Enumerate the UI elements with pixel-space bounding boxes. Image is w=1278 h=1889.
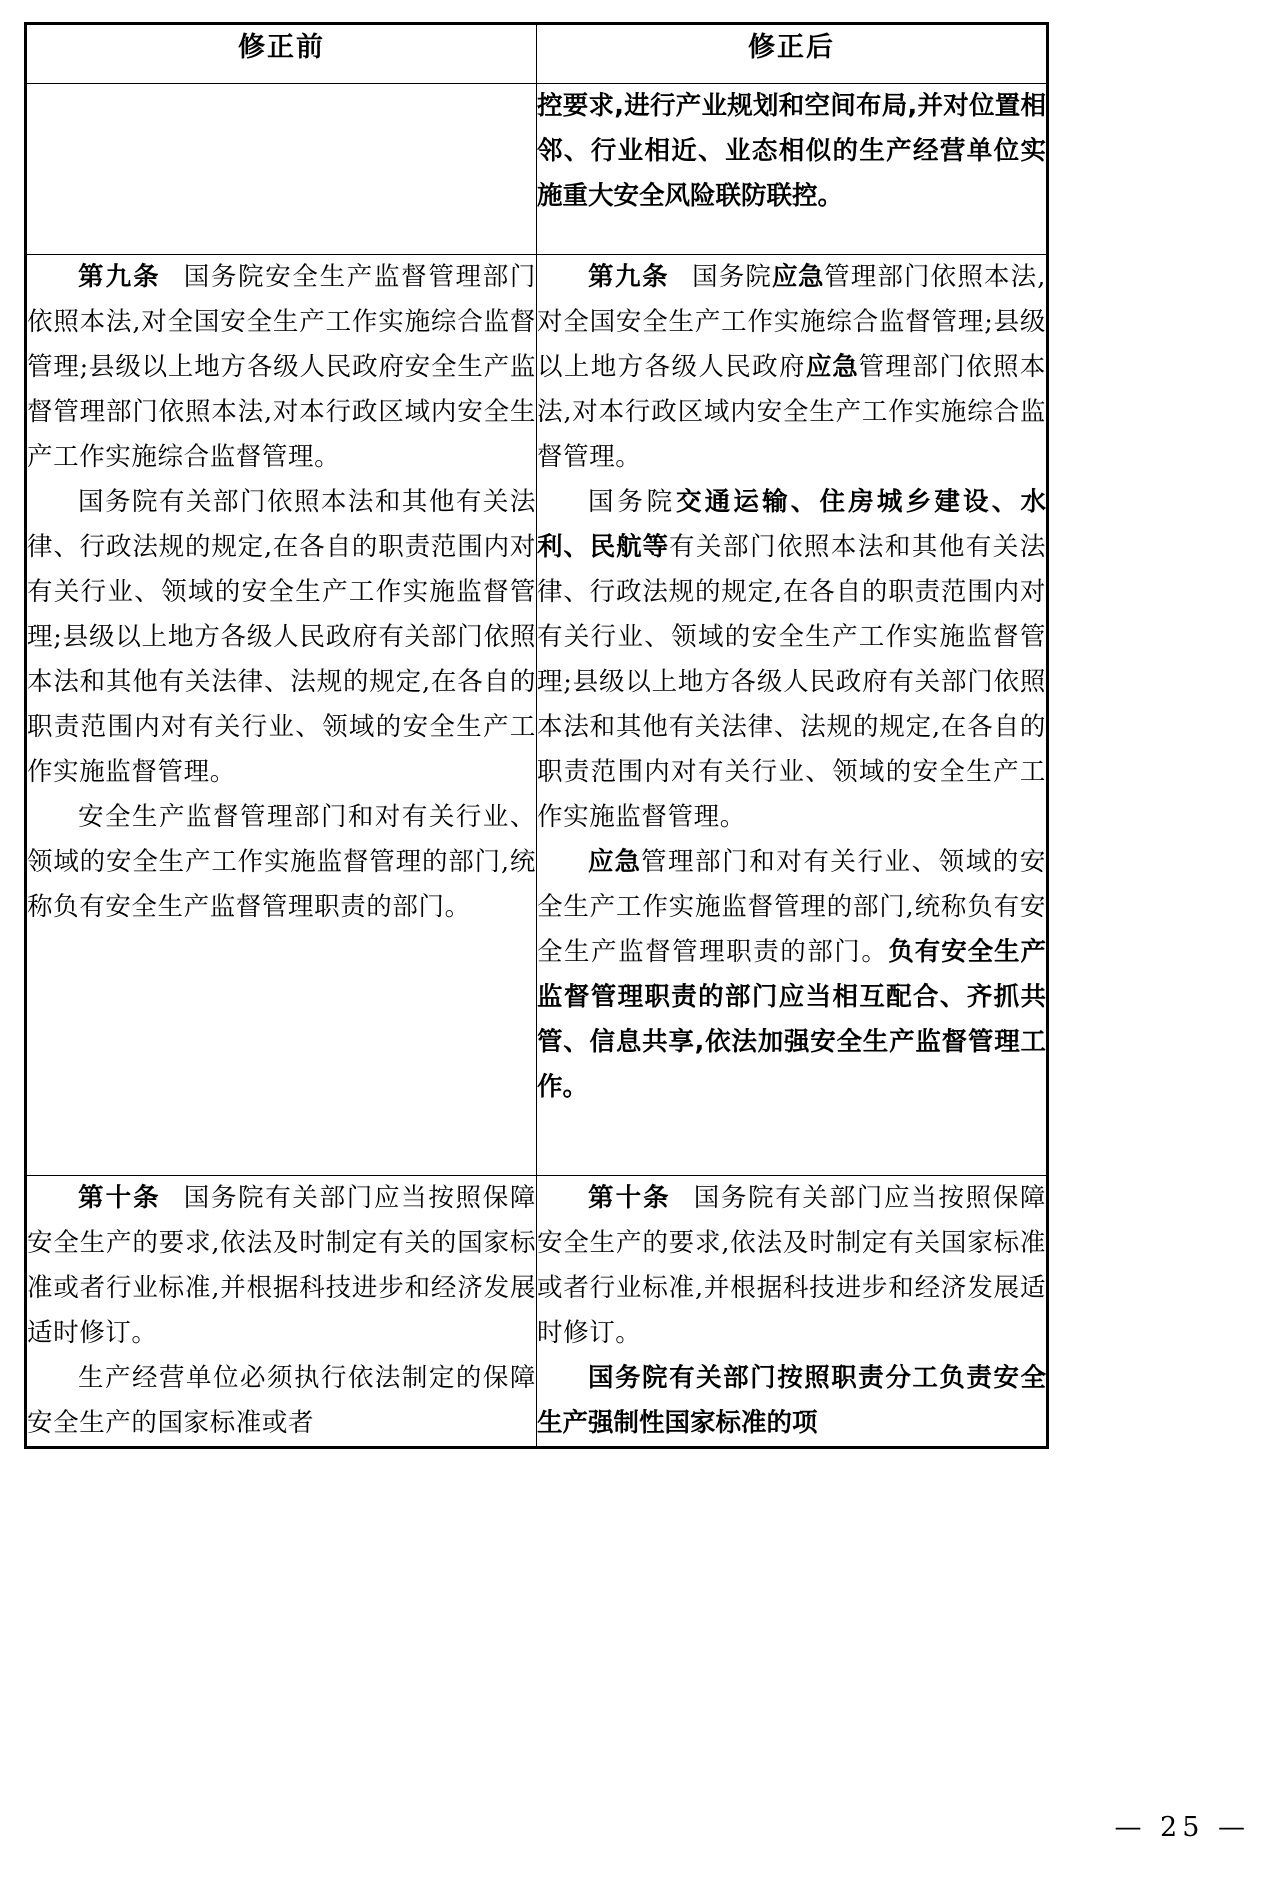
paragraph-article-9-before-1	[27, 255, 536, 480]
article-label-10-before: 第十条	[78, 1183, 161, 1213]
cell-before-continuation	[26, 84, 537, 255]
article-label-10-after: 第十条	[588, 1183, 671, 1213]
column-header-before: 修正前	[26, 24, 537, 84]
run-plain: 有关部门依照本法和其他有关法律、行政法规的规定,在各自的职责范围内对有关行业、领域的安全生产工作实施监督管理;县级以上地方各级人民政府有关部门依照本法和其他有关法律、法规的规定,在各自的职责范围内对有关行业、领域的安全生产工作实施监督管理。	[537, 532, 1046, 832]
paragraph-article-9-before-3: 安全生产监督管理部门和对有关行业、领域的安全生产工作实施监督管理的部门,统称负有安全生产监督管理职责的部门。	[27, 802, 536, 922]
table-row	[26, 84, 1048, 255]
paragraph-article-9-before-2: 国务院有关部门依照本法和其他有关法律、行政法规的规定,在各自的职责范围内对有关行业、领域的安全生产工作实施监督管理;县级以上地方各级人民政府有关部门依照本法和其他有关法律、法规的规定,在各自的职责范围内对有关行业、领域的安全生产工作实施监督管理。	[27, 487, 536, 787]
cell-before-article-9	[26, 255, 537, 1176]
run-plain: 国务院	[588, 487, 676, 517]
article-label-9-after: 第九条	[588, 262, 670, 292]
cell-after-article-10	[537, 1176, 1048, 1448]
paragraph-article-10-after-2: 国务院有关部门按照职责分工负责安全生产强制性国家标准的项	[537, 1363, 1046, 1438]
article-label-9-before: 第九条	[78, 262, 161, 292]
run-amended: 应急	[588, 847, 641, 877]
column-header-after: 修正后	[537, 24, 1048, 84]
cell-before-article-10	[26, 1176, 537, 1448]
table-row	[26, 255, 1048, 1176]
run-plain: 管理部门依照本法,对全国安全生产工作实施综合监督管理;县级以上地方各级人民政府	[537, 262, 1046, 382]
amendment-comparison-table	[24, 22, 1049, 1449]
run-amended: 交通运输、住房城乡建设、水利、民航等	[537, 487, 1046, 562]
paragraph-text: 国务院安全生产监督管理部门依照本法,对全国安全生产工作实施综合监督管理;县级以上地方各级人民政府安全生产监督管理部门依照本法,对本行政区域内安全生产工作实施综合监督管理。	[27, 262, 536, 472]
cell-after-article-9	[537, 255, 1048, 1176]
paragraph-article-10-before-1	[27, 1176, 536, 1356]
page-number: — 25 —	[1114, 1812, 1250, 1843]
table-header-row	[26, 24, 1048, 84]
paragraph-continuation-after: 控要求,进行产业规划和空间布局,并对位置相邻、行业相近、业态相似的生产经营单位实施重大安全风险联防联控。	[537, 91, 1046, 211]
paragraph-article-10-before-2: 生产经营单位必须执行依法制定的保障安全生产的国家标准或者	[27, 1363, 536, 1438]
paragraph-article-9-after-3	[537, 840, 1046, 1110]
paragraph-article-9-after-2	[537, 480, 1046, 840]
table-row	[26, 1176, 1048, 1448]
cell-after-continuation	[537, 84, 1048, 255]
run-amended: 负有安全生产监督管理职责的部门应当相互配合、齐抓共管、信息共享,依法加强安全生产监督管理工作。	[537, 937, 1046, 1102]
paragraph-text: 国务院有关部门应当按照保障安全生产的要求,依法及时制定有关的国家标准或者行业标准,并根据科技进步和经济发展适时修订。	[27, 1183, 536, 1348]
run-plain: 管理部门和对有关行业、领域的安全生产工作实施监督管理的部门,统称负有安全生产监督管理职责的部门。	[537, 847, 1046, 967]
run-plain: 管理部门依照本法,对本行政区域内安全生产工作实施综合监督管理。	[537, 352, 1046, 472]
paragraph-article-10-after-1	[537, 1176, 1046, 1356]
run-amended: 应急	[772, 262, 825, 292]
run-amended: 应急	[805, 352, 859, 382]
run-plain: 国务院	[692, 262, 773, 292]
paragraph-text: 国务院有关部门应当按照保障安全生产的要求,依法及时制定有关国家标准或者行业标准,并根据科技进步和经济发展适时修订。	[537, 1183, 1046, 1348]
paragraph-article-9-after-1	[537, 255, 1046, 480]
